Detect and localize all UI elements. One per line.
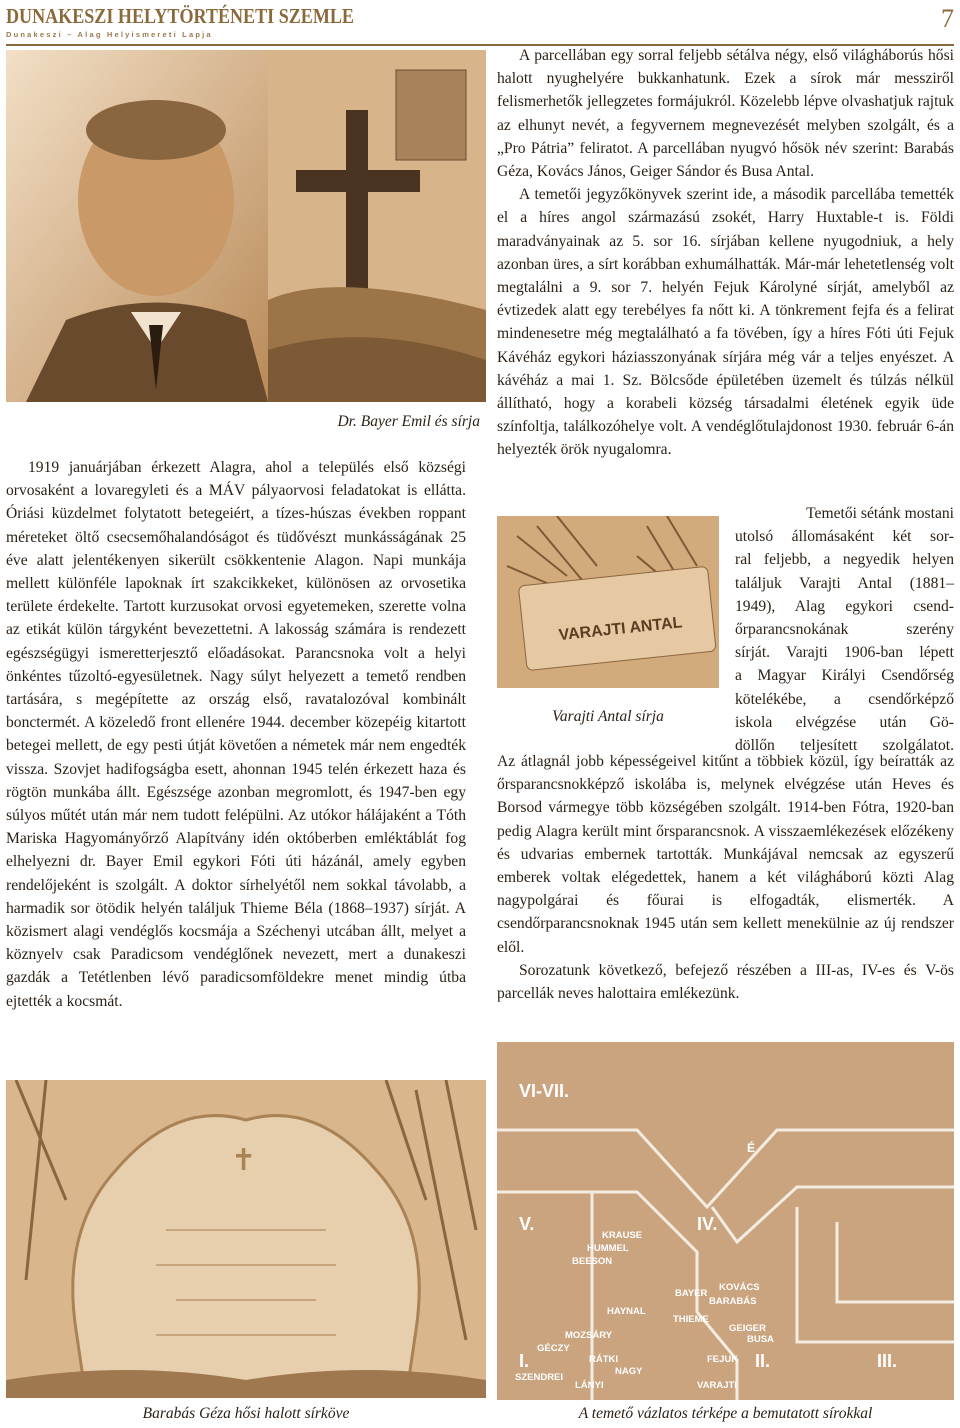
map-name: HUMMEL — [587, 1243, 629, 1254]
beside-photo-line: ral feljebb, a negyedik helyen — [735, 551, 954, 569]
left-column — [6, 456, 466, 1013]
beside-photo-line: Temetői sétánk mostani — [806, 505, 954, 522]
cross-engraving: ✝ — [231, 1143, 257, 1178]
map-label-ii: II. — [755, 1351, 771, 1371]
right-paragraph-3: Az átlagnál jobb képességeivel kitűnt a többiek közül, így beíratták az őrsparancsnokképző iskolába is, melynek elvégzése után Heves és Borsod vármegye több községében szolgált. 1914-ben Fótra, 1920-ban pedig Alagra került mint őrsparancsnok. A visszaemlékezések előzékeny és udvarias embernek tartották. Munkájával nemcsak az egyszerű emberek voltak elégedettek, hanem a két világháború közti Alag nagypolgárai és főurai is elfogadták, elismerték. A csendőrparancsnoknak 1945 után sem kellett menekülnie az új rendszer elől. — [497, 753, 954, 956]
bayer-photo — [6, 50, 486, 402]
beside-photo-line: iskola elvégzése után Gö- — [735, 713, 954, 731]
map-name: GEIGER — [729, 1323, 766, 1334]
map-name: BEESON — [572, 1256, 613, 1267]
caption-barabas: Barabás Géza hősi halott sírköve — [142, 1405, 350, 1422]
beside-photo-line: kötelékébe, a csendőrképző — [735, 690, 954, 708]
map-label-vi-vii: VI-VII. — [519, 1081, 570, 1101]
beside-photo-line: utolsó állomásaként két sor- — [735, 528, 954, 546]
beside-photo-line: találjuk Varajti Antal (1881– — [735, 574, 954, 592]
map-name: SZENDREI — [515, 1372, 564, 1383]
right-paragraph-1: A parcellában egy sorral feljebb sétálva négy, első világháborús hősi halott nyughelyére bukkanhatunk. Ezek a sírok már messziről felismerhetők jellegzetes formájukról. Közelebb lépve olvashatjuk rajtuk az elhunyt nevét, a fegyvernem megnevezését melyben szolgált, és a „Pro Pátria” feliratot. A parcellában nyugvó hősök név szerint: Barabás Géza, Kovács János, Geiger Sándor és Busa Antal. — [497, 47, 954, 181]
map-name: NAGY — [615, 1366, 643, 1377]
map-north-label: É — [747, 1141, 756, 1155]
caption-map: A temető vázlatos térképe a bemutatott sírokkal — [578, 1405, 873, 1422]
right-paragraph-4: Sorozatunk következő, befejező részében a III-as, IV-es és V-ös parcellák neves halottaira emlékezünk. — [497, 961, 954, 1003]
plaque-text: VARAJTI ANTAL — [557, 614, 684, 645]
page-number: 7 — [941, 4, 954, 33]
right-column-beside-photo — [735, 502, 954, 757]
map-name: HAYNAL — [607, 1306, 646, 1317]
cemetery-map — [497, 1042, 954, 1400]
map-name: FEJUK — [707, 1354, 739, 1365]
map-label-i: I. — [519, 1351, 530, 1371]
barabas-photo — [6, 1080, 486, 1398]
map-name: MOZSÁRY — [565, 1330, 613, 1341]
map-name: VARAJTI — [697, 1380, 737, 1391]
beside-photo-line: sírját. Varajti 1906-ban lépett — [735, 644, 954, 662]
map-name: BUSA — [747, 1334, 774, 1345]
map-name: GÉCZY — [537, 1343, 570, 1354]
masthead: DUNAKESZI HELYTÖRTÉNETI SZEMLE — [6, 4, 354, 28]
right-column-bottom — [497, 750, 954, 1005]
map-name: THIEME — [673, 1314, 709, 1325]
page-header — [6, 4, 954, 44]
beside-photo-line: a Magyar Királyi Csendőrség — [735, 667, 954, 685]
map-name: KOVÁCS — [719, 1282, 760, 1293]
map-label-iii: III. — [877, 1351, 898, 1371]
map-name: KRAUSE — [602, 1230, 643, 1241]
map-name: LÁNYI — [575, 1380, 604, 1391]
left-paragraph: 1919 januárjában érkezett Alagra, ahol a település első községi orvosaként a lovaregyleti és a MÁV pályaorvosi feladatokat is ellátta. Óriási küzdelmet folytatott betegeiért, a tízes-húszas években roppant méreteket öltő csecsemőhalandóságot és tüdővészt munkásságának 25 éve alatt jelentékenyen sikerült csökkentenie Alagon. Napi munkája mellett különféle lapoknak írt szakcikkeket, különösen az orvosetika területe érdekelte. Tartott kurzusokat orvosi egyetemeken, szerette volna az etikát külön tárgyként bevezettetni. A lakosság számára is rendezett egészségügyi ismeretterjesztő előadásokat. Parancsnoka volt a helyi önkéntes tűzoltó-egyesületnek. Nagy súlyt helyezett a temető rendben tartására, s megépítette az ország első, ravatalozóval kombinált bonctermét. A közeledő front ellenére 1944. december közepéig kitartott betegei mellett, de egy pesti útját követően a németek már nem engedték vissza. Szovjet hadifogságba esett, ahonnan 1945 telén érkezett haza és rögtön munkába állt. Egészsége azonban megromlott, és 1947-ben egy súlyos műtét után már nem tudott felépülni. Az utókor hálájaként a Tóth Mariska Hagyományőrző Alapítvány idén októberben emléktáblát fog elhelyezni dr. Bayer Emil egykori Fóti úti házánál, amely egyben rendelőjeként is szolgált. A doktor sírhelyétől nem sokkal távolabb, a harmadik sor ötödik helyén találjuk Thieme Béla (1868–1937) sírját. A közismert alagi vendéglős kocsmája a Széchenyi utcában állt, melyet a köznyelv csak Paradicsom vendéglőnek nevezett, mert a dunakeszi gazdák a Tetétlenben lévő paradicsomföldekre menet mindig útba ejtették a kocsmát. — [6, 459, 466, 1010]
varajti-photo — [497, 516, 719, 688]
map-name: RÁTKI — [589, 1354, 619, 1365]
map-label-iv: IV. — [697, 1214, 718, 1234]
masthead-subtitle: Dunakeszi – Alag Helyismereti Lapja — [6, 30, 213, 39]
beside-photo-line: 1949), Alag egykori csend- — [735, 597, 954, 615]
map-label-v: V. — [519, 1214, 535, 1234]
map-name: BAYER — [675, 1288, 708, 1299]
caption-varajti: Varajti Antal sírja — [552, 708, 664, 725]
right-column-top — [497, 44, 954, 462]
right-paragraph-2: A temetői jegyzőkönyvek szerint ide, a második parcellába temették el a híres angol származású zsokét, Harry Huxtable-t is. Földi maradványainak az 5. sor 16. sírjában kellene nyugodniuk, a hely azonban üres, a sírt korábban exhumálhatták. Már-már lehetetlenség volt megtalálni a 9. sor 7. helyén Fejuk Károlyné sírját, amelyből az évtizedek alatt egy terebélyes fa nőtt ki. A tönkrement fejfa és a felirat mindenesetre még megtalálható a fa tövében, így a híres Fóti úti Fejuk Kávéház egykori háziasszonyának sírjára még vár a teljes enyészet. A kávéház a mai 1. Sz. Bölcsőde épületében üzemelt és túlzás nélkül állítható, hogy a korabeli község társadalmi életének egyik üde színfoltja, találkozóhelye volt. A vendéglőtulajdonost 1930. február 6-án helyezték örök nyugalomra. — [497, 186, 954, 459]
beside-photo-line: őrparancsnokának szerény — [735, 621, 954, 639]
map-name: BARABÁS — [709, 1296, 757, 1307]
caption-bayer: Dr. Bayer Emil és sírja — [337, 413, 480, 430]
beside-photo-line: döllőn teljesített szolgálatot. — [735, 737, 954, 755]
